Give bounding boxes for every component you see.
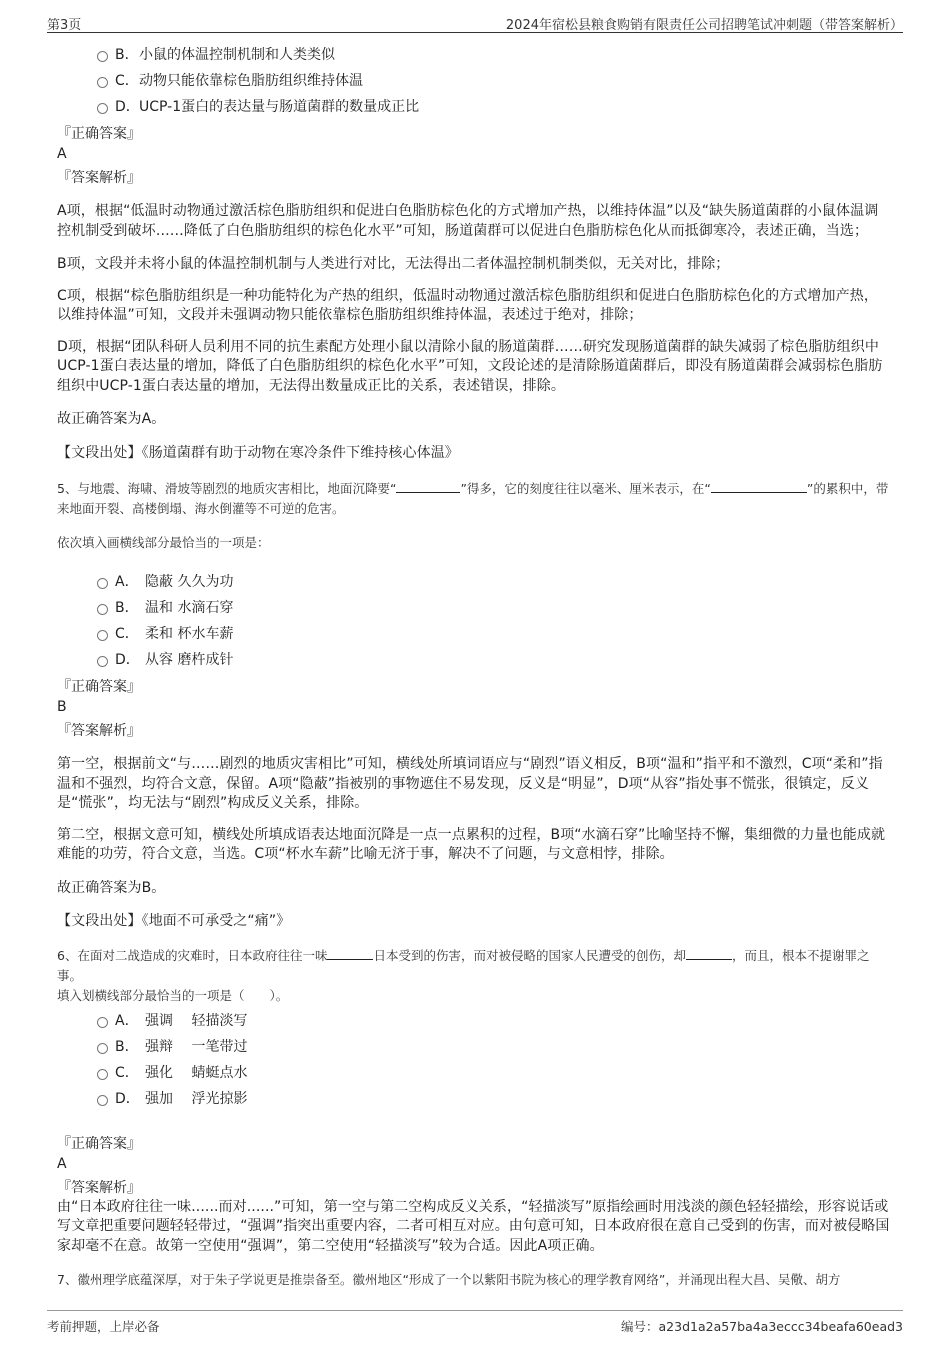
q4-option-d[interactable]: D．UCP-1蛋白的表达量与肠道菌群的数量成正比: [57, 94, 892, 120]
q6-options: [57, 1008, 892, 1112]
q5-option-a[interactable]: A． 隐蔽 久久为功: [57, 569, 892, 595]
radio-button[interactable]: [97, 1069, 108, 1080]
q5-options: [57, 569, 892, 673]
radio-button[interactable]: [97, 1095, 108, 1106]
radio-button[interactable]: [97, 578, 108, 589]
radio-button[interactable]: [97, 103, 108, 114]
page-header: [47, 12, 903, 33]
radio-button[interactable]: [97, 656, 108, 667]
q4-option-b[interactable]: B．小鼠的体温控制机制和人类类似: [57, 42, 892, 68]
page-footer: [47, 1310, 903, 1333]
blank-1: [327, 946, 373, 960]
q5-option-b[interactable]: B． 温和 水滴石穿: [57, 595, 892, 621]
q5-answer-tag: 『正确答案』: [57, 679, 141, 695]
radio-button[interactable]: [97, 1043, 108, 1054]
radio-button[interactable]: [97, 77, 108, 88]
q4-conclusion: 故正确答案为A。: [57, 411, 166, 427]
q4-analysis-d: D项，根据“团队科研人员利用不同的抗生素配方处理小鼠以清除小鼠的肠道菌群……研究发现肠道菌群的缺失减弱了棕色脂肪组织中UCP-1蛋白表达量的增加，降低了白色脂肪组织的棕色化水平”可知，文段论述的是清除肠道菌群后，即没有肠道菌群会减弱棕色脂肪组织中UCP-1蛋白表达量的增加，无法得出数量成正比的关系，表述错误，排除。: [57, 338, 883, 394]
q5-answer: B: [57, 699, 67, 715]
q4-source: 【文段出处】《肠道菌群有助于动物在寒冷条件下维持核心体温》: [57, 444, 459, 461]
q5-option-d[interactable]: D． 从容 磨杵成针: [57, 647, 892, 673]
document-id: 编号：a23d1a2a57ba4a3eccc34beafa60ead3: [621, 1319, 903, 1334]
q4-answer: A: [57, 146, 67, 162]
radio-button[interactable]: [97, 51, 108, 62]
q6-prompt: 填入划横线部分最恰当的一项是（ ）。: [57, 987, 289, 1003]
q4-analysis-c: C项，根据“棕色脂肪组织是一种功能特化为产热的组织，低温时动物通过激活棕色脂肪组织和促进白色脂肪棕色化的方式增加产热，以维持体温”可知，文段并未强调动物只能依靠棕色脂肪组织维持体温，表述过于绝对，排除；: [57, 287, 878, 323]
q6-option-d[interactable]: D． 强加 浮光掠影: [57, 1086, 892, 1112]
q6-option-c[interactable]: C． 强化 蜻蜓点水: [57, 1060, 892, 1086]
q5-stem: 5、与地震、海啸、滑坡等剧烈的地质灾害相比，地面沉降要“ ”得多，它的刻度往往以毫米、厘米表示，在“ ”的累积中，带来地面开裂、高楼倒塌、海水倒灌等不可逆的危害。: [57, 481, 889, 516]
q5-analysis-tag: 『答案解析』: [57, 723, 141, 739]
blank-2: [711, 479, 807, 493]
q4-analysis-b: B项，文段并未将小鼠的体温控制机制与人类进行对比，无法得出二者体温控制机制类似，无关对比，排除；: [57, 256, 730, 272]
q5-option-c[interactable]: C． 柔和 杯水车薪: [57, 621, 892, 647]
q4-option-c[interactable]: C．动物只能依靠棕色脂肪组织维持体温: [57, 68, 892, 94]
radio-button[interactable]: [97, 630, 108, 641]
q5-analysis-1: 第一空，根据前文“与……剧烈的地质灾害相比”可知，横线处所填词语应与“剧烈”语义相反，B项“温和”指平和不激烈，C项“柔和”指温和不强烈，均符合文意，保留。A项“隐蔽”指被别的事物遮住不易发现，反义是“明显”，D项“从容”指处事不慌张，很镇定，反义是“慌张”，均无法与“剧烈”构成反义关系，排除。: [57, 756, 883, 811]
q4-answer-tag: 『正确答案』: [57, 126, 141, 142]
page-number: 第3页: [47, 18, 82, 33]
radio-button[interactable]: [97, 604, 108, 615]
q5-source: 【文段出处】《地面不可承受之“痛”》: [57, 913, 291, 929]
q4-options: [57, 42, 892, 120]
document-body: [57, 40, 892, 1290]
q5-conclusion: 故正确答案为B。: [57, 879, 166, 896]
blank-1: [396, 479, 460, 493]
q6-analysis: 由“日本政府往往一味......而对......”可知，第一空与第二空构成反义关系，“轻描淡写”原指绘画时用浅淡的颜色轻轻描绘，形容说话或写文章把重要问题轻轻带过，“强调”指突出重要内容，二者可相互对应。由句意可知，日本政府很在意自己受到的伤害，而对被侵略国家却毫不在意。故第一空使用“强调”，第二空使用“轻描淡写”较为合适。因此A项正确。: [57, 1198, 890, 1254]
q6-stem: 6、在面对二战造成的灾难时，日本政府往往一味 日本受到的伤害，而对被侵略的国家人民遭受的创伤，却 ，而且，根本不提谢罪之事。: [57, 947, 870, 983]
q5-analysis-2: 第二空，根据文意可知，横线处所填成语表达地面沉降是一点一点累积的过程，B项“水滴石穿”比喻坚持不懈，集细微的力量也能成就难能的功劳，符合文意，当选。C项“杯水车薪”比喻无济于事，解决不了问题，与文意相悖，排除。: [57, 826, 886, 862]
q4-analysis-a: A项，根据“低温时动物通过激活棕色脂肪组织和促进白色脂肪棕色化的方式增加产热，以维持体温”以及“缺失肠道菌群的小鼠体温调控机制受到破坏……降低了白色脂肪组织的棕色化水平”可知，肠道菌群可以促进白色脂肪棕色化从而抵御寒冷，表述正确，当选；: [57, 203, 879, 239]
q4-analysis-tag: 『答案解析』: [57, 170, 141, 186]
q6-answer-tag: 『正确答案』: [57, 1135, 141, 1152]
q5-prompt: 依次填入画横线部分最恰当的一项是：: [57, 535, 270, 550]
q6-option-a[interactable]: A． 强调 轻描淡写: [57, 1008, 892, 1034]
radio-button[interactable]: [97, 1017, 108, 1028]
q6-answer: A: [57, 1155, 67, 1172]
blank-2: [686, 946, 732, 960]
q6-analysis-tag: 『答案解析』: [57, 1179, 141, 1196]
q6-option-b[interactable]: B． 强辩 一笔带过: [57, 1034, 892, 1060]
footer-slogan: 考前押题，上岸必备: [47, 1319, 160, 1334]
document-title: 2024年宿松县粮食购销有限责任公司招聘笔试冲刺题（带答案解析）: [505, 18, 903, 33]
q7-stem: 7、徽州理学底蕴深厚，对于朱子学说更是推崇备至。徽州地区“形成了一个以紫阳书院为核心的理学教育网络”，并涌现出程大昌、吴儆、胡方: [57, 1272, 841, 1287]
